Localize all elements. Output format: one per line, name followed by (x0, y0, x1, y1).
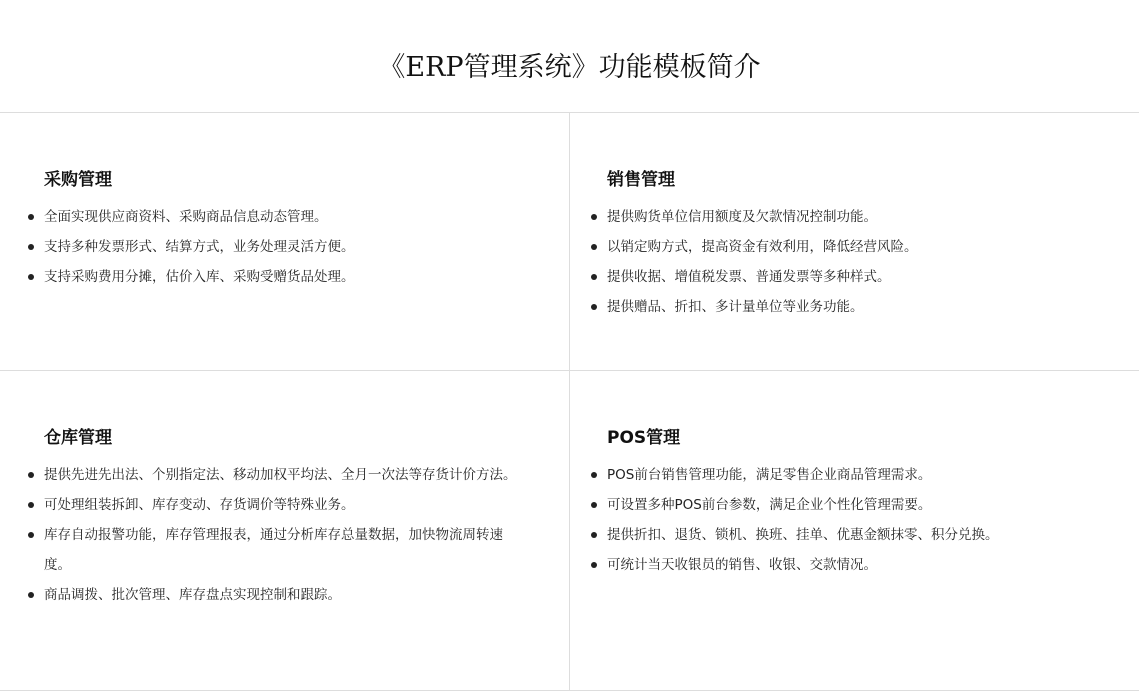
feature-grid (0, 112, 1139, 690)
list-item: 提供赠品、折扣、多计量单位等业务功能。 (607, 292, 1107, 322)
section-title-pos: POS管理 (607, 428, 681, 448)
section-pos (570, 371, 1139, 691)
section-purchase (0, 113, 570, 371)
list-item: 可处理组装拆卸、库存变动、存货调价等特殊业务。 (44, 490, 524, 520)
feature-list-sales (607, 202, 1107, 322)
section-warehouse (0, 371, 570, 691)
list-item: 支持多种发票形式、结算方式，业务处理灵活方便。 (44, 232, 524, 262)
list-item: 库存自动报警功能，库存管理报表，通过分析库存总量数据，加快物流周转速度。 (44, 520, 524, 580)
feature-list-warehouse (44, 460, 524, 610)
list-item: 提供折扣、退货、锁机、换班、挂单、优惠金额抹零、积分兑换。 (607, 520, 1107, 550)
feature-list-purchase (44, 202, 524, 292)
list-item: 商品调拨、批次管理、库存盘点实现控制和跟踪。 (44, 580, 524, 610)
section-sales (570, 113, 1139, 371)
list-item: 可设置多种POS前台参数，满足企业个性化管理需要。 (607, 490, 1107, 520)
section-title-purchase: 采购管理 (44, 170, 112, 190)
list-item: 全面实现供应商资料、采购商品信息动态管理。 (44, 202, 524, 232)
list-item: POS前台销售管理功能，满足零售企业商品管理需求。 (607, 460, 1107, 490)
page-title: 《ERP管理系统》功能模板简介 (378, 52, 761, 83)
list-item: 可统计当天收银员的销售、收银、交款情况。 (607, 550, 1107, 580)
list-item: 提供先进先出法、个别指定法、移动加权平均法、全月一次法等存货计价方法。 (44, 460, 524, 490)
list-item: 以销定购方式，提高资金有效利用，降低经营风险。 (607, 232, 1107, 262)
list-item: 提供收据、增值税发票、普通发票等多种样式。 (607, 262, 1107, 292)
feature-list-pos (607, 460, 1107, 580)
section-title-warehouse: 仓库管理 (44, 428, 112, 448)
section-title-sales: 销售管理 (607, 170, 675, 190)
list-item: 支持采购费用分摊，估价入库、采购受赠货品处理。 (44, 262, 524, 292)
list-item: 提供购货单位信用额度及欠款情况控制功能。 (607, 202, 1107, 232)
